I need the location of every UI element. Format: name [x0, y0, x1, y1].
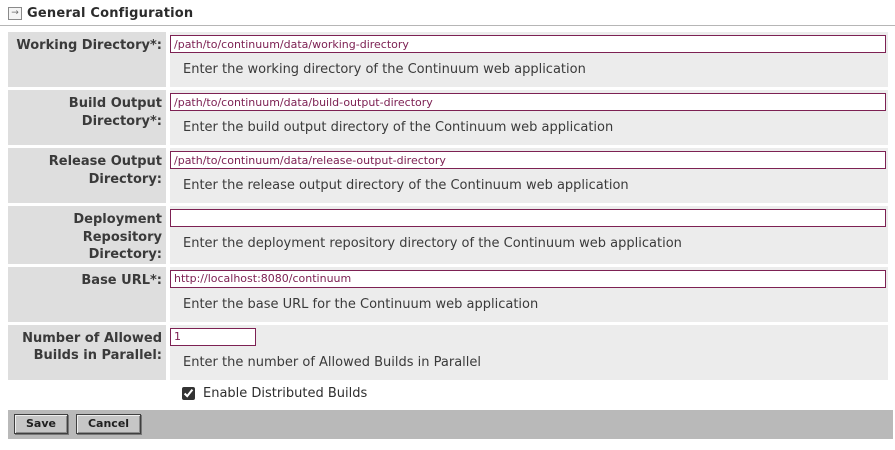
allowed-builds-in-parallel-label: Number of Allowed Builds in Parallel: — [8, 325, 166, 380]
working-directory-label: Working Directory*: — [8, 32, 166, 87]
deployment-repository-directory-label: Deployment Repository Directory: — [8, 206, 166, 264]
build-output-directory-help: Enter the build output directory of the Continuum web application — [183, 120, 614, 135]
general-configuration-form — [8, 32, 888, 404]
working-directory-help: Enter the working directory of the Continuum web application — [183, 62, 586, 77]
release-output-directory-label: Release Output Directory: — [8, 148, 166, 203]
enable-distributed-builds-label: Enable Distributed Builds — [203, 386, 368, 402]
section-toggle-arrow-icon: → — [8, 7, 22, 20]
enable-distributed-builds-row — [182, 384, 888, 404]
release-output-directory-row — [8, 148, 888, 203]
deployment-repository-directory-input[interactable] — [170, 209, 886, 227]
page-title: General Configuration — [27, 6, 194, 21]
deployment-repository-directory-row — [8, 206, 888, 264]
working-directory-row — [8, 32, 888, 87]
deployment-repository-directory-help: Enter the deployment repository directory of the Continuum web application — [183, 236, 682, 251]
release-output-directory-help: Enter the release output directory of the Continuum web application — [183, 178, 629, 193]
working-directory-input[interactable] — [170, 35, 886, 53]
allowed-builds-in-parallel-help: Enter the number of Allowed Builds in Parallel — [183, 354, 481, 370]
enable-distributed-builds-checkbox[interactable] — [182, 387, 195, 400]
allowed-builds-in-parallel-input[interactable] — [170, 328, 256, 346]
base-url-help: Enter the base URL for the Continuum web application — [183, 296, 539, 312]
base-url-label: Base URL*: — [8, 267, 166, 322]
base-url-row — [8, 267, 888, 322]
base-url-input[interactable] — [170, 270, 886, 288]
build-output-directory-row — [8, 90, 888, 145]
cancel-button[interactable]: Cancel — [76, 414, 141, 434]
build-output-directory-input[interactable] — [170, 93, 886, 111]
build-output-directory-label: Build Output Directory*: — [8, 90, 166, 145]
release-output-directory-input[interactable] — [170, 151, 886, 169]
allowed-builds-in-parallel-row — [8, 325, 888, 380]
save-button[interactable]: Save — [14, 414, 68, 434]
button-bar — [8, 410, 893, 439]
page-header — [0, 0, 895, 26]
